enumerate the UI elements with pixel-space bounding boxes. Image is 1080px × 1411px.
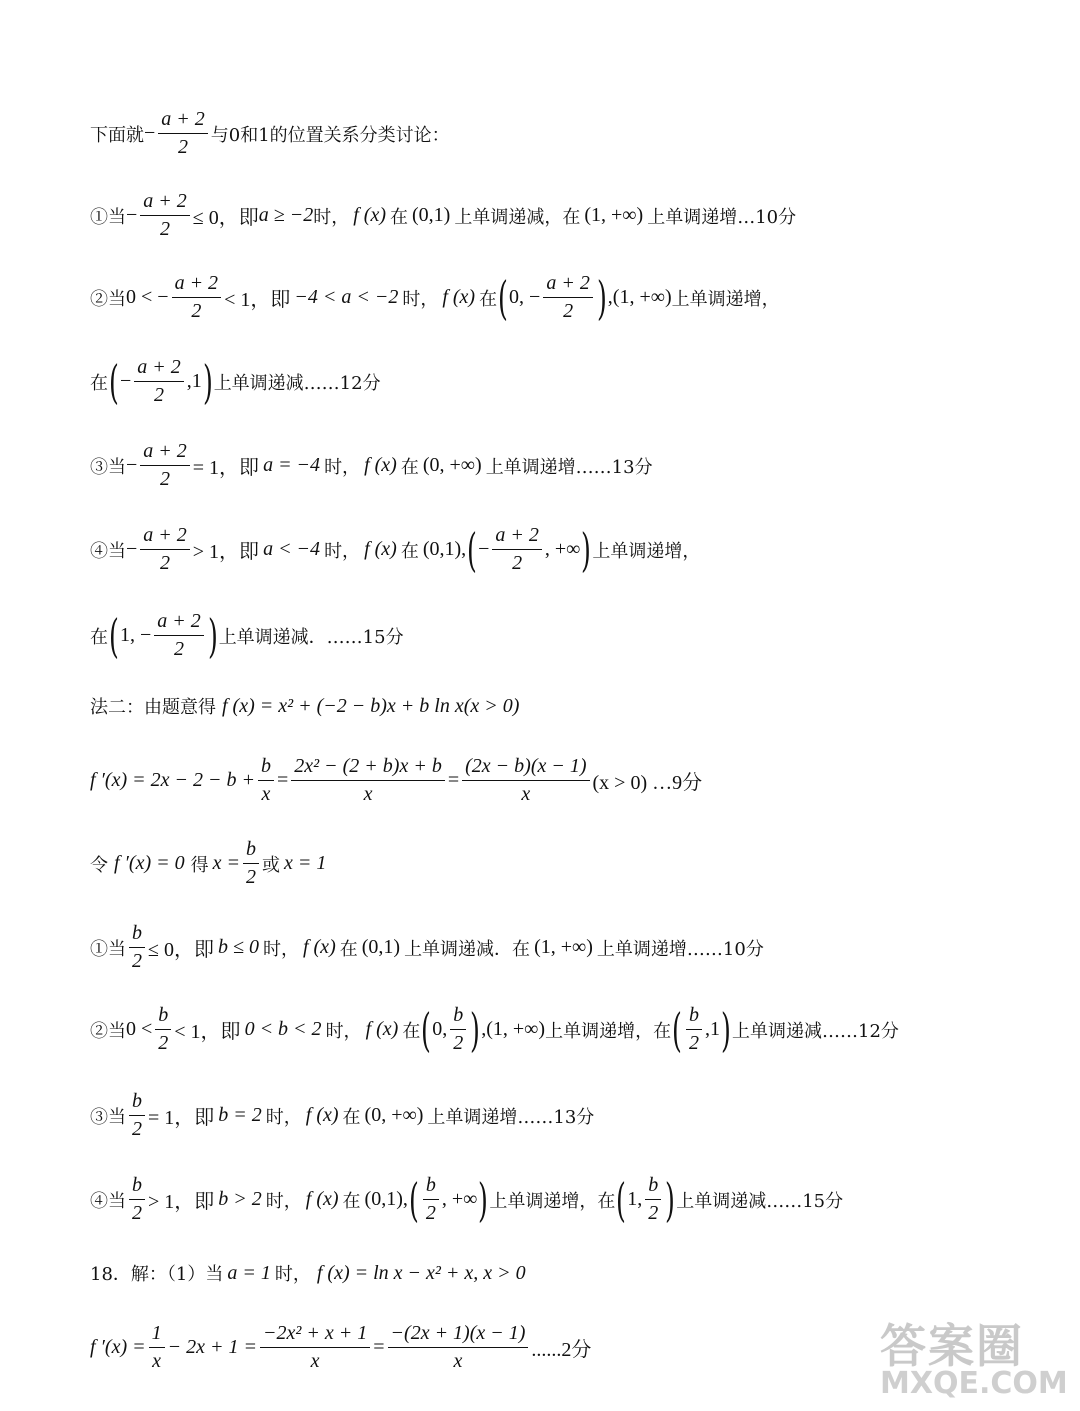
right-paren: ) <box>207 608 218 663</box>
text-line-6 <box>90 524 700 575</box>
denominator: x <box>310 1350 320 1372</box>
numerator: b <box>645 1174 661 1200</box>
denominator: 2 <box>563 300 574 322</box>
denominator: 2 <box>132 1118 142 1140</box>
fraction <box>388 1322 529 1373</box>
math-expr: f (x) <box>364 454 397 476</box>
denominator: 2 <box>178 136 189 158</box>
math-expr: − <box>478 538 490 560</box>
line-text: 上单调递增， <box>671 288 780 310</box>
line-text: ③当 <box>90 1106 126 1128</box>
math-expr: 0 < <box>126 1018 153 1040</box>
numerator: b <box>129 1090 145 1116</box>
left-paren: ( <box>672 1002 683 1057</box>
left-paren: ( <box>498 270 509 325</box>
denominator: 2 <box>173 638 184 660</box>
fraction <box>140 440 190 491</box>
text-line-10 <box>90 838 326 889</box>
fraction <box>543 272 593 323</box>
line-text: 时， <box>325 1020 362 1042</box>
text-line-1 <box>90 108 450 159</box>
denominator: 2 <box>453 1032 464 1054</box>
fraction <box>140 524 190 575</box>
right-paren: ) <box>665 1172 676 1227</box>
math-expr: f (x) <box>442 286 476 308</box>
denominator: 2 <box>132 950 142 972</box>
fraction <box>243 838 259 889</box>
line-text: 法二：由题意得 <box>90 697 216 718</box>
math-expr: b > 2 <box>218 1188 262 1210</box>
line-text: 时， <box>324 456 361 478</box>
text-line-12 <box>90 1004 899 1055</box>
math-expr: ,1 <box>186 370 202 392</box>
numerator: b <box>243 838 259 864</box>
denominator: 2 <box>153 384 164 406</box>
right-paren: ) <box>478 1172 489 1227</box>
text-line-11 <box>90 922 764 973</box>
math-expr: x = 1 <box>284 852 327 874</box>
denominator: 2 <box>160 218 171 240</box>
numerator: a + 2 <box>134 356 184 382</box>
denominator: x <box>521 783 531 805</box>
line-text: 与0和1的位置关系分类讨论： <box>210 124 450 146</box>
math-expr: − <box>119 370 132 392</box>
line-text: ②当 <box>90 1020 126 1042</box>
math-expr: (0,1) <box>361 936 401 958</box>
numerator: (2x − b)(x − 1) <box>462 755 589 781</box>
fraction <box>129 1174 145 1225</box>
denominator: 2 <box>512 552 523 574</box>
line-text: = 1，即 <box>148 1107 215 1129</box>
math-expr: 1, − <box>119 624 152 646</box>
numerator: b <box>258 755 274 781</box>
watermark-url: MXQE.COM <box>880 1366 1068 1401</box>
denominator: 2 <box>160 468 171 490</box>
math-expr: f ′(x) = 2x − 2 − b + <box>90 769 255 791</box>
math-expr: b ≤ 0 <box>217 936 259 958</box>
math-expr: , +∞ <box>544 538 581 560</box>
fraction <box>129 1090 145 1141</box>
denominator: x <box>261 783 271 805</box>
text-line-5 <box>90 440 653 491</box>
fraction <box>134 356 184 407</box>
numerator: 2x² − (2 + b)x + b <box>291 755 445 781</box>
right-paren: ) <box>721 1002 731 1057</box>
line-text: 在 <box>400 540 419 562</box>
math-expr: f ′(x) = <box>90 1336 146 1358</box>
fraction <box>158 108 208 159</box>
text-line-7 <box>90 610 404 661</box>
line-text: ④当 <box>90 1190 126 1212</box>
math-expr: f (x) = x² + (−2 − b)x + b ln x(x > 0) <box>222 694 520 717</box>
math-expr: f (x) <box>305 1188 339 1210</box>
equals-sign: = <box>277 769 289 791</box>
numerator: b <box>450 1004 466 1030</box>
math-expr: f (x) <box>353 204 387 226</box>
text-line-8 <box>90 693 519 719</box>
fraction <box>686 1004 702 1055</box>
math-expr: f (x) <box>302 936 336 958</box>
line-text: ③当 <box>90 456 126 478</box>
watermark-text: 答案圈 <box>880 1319 1024 1373</box>
math-expr: (1, +∞) <box>534 936 593 958</box>
line-text: > 1，即 <box>148 1191 215 1213</box>
numerator: a + 2 <box>140 440 190 466</box>
fraction <box>172 272 222 323</box>
fraction <box>140 190 190 241</box>
minus-sign: − <box>144 122 156 144</box>
text-line-9 <box>90 755 702 806</box>
line-text: 上单调递增……13分 <box>427 1106 595 1128</box>
math-expr: f ′(x) = 0 <box>114 852 185 874</box>
fraction <box>155 1004 171 1055</box>
line-text: 在 <box>342 1106 361 1128</box>
line-text: 时， <box>324 540 361 562</box>
line-text: ①当 <box>90 938 126 960</box>
denominator: x <box>453 1350 463 1372</box>
math-expr: 0 < b < 2 <box>244 1018 322 1040</box>
math-expr: (0, +∞) <box>364 1104 424 1126</box>
denominator: 2 <box>191 300 202 322</box>
line-text: 在 <box>90 626 108 648</box>
line-text: ≤ 0，即 <box>148 939 214 961</box>
line-text: 上单调递减，在 <box>454 206 581 228</box>
fraction <box>129 922 145 973</box>
line-text: 上单调递减……12分 <box>213 372 381 394</box>
line-text: 上单调递增，在 <box>545 1020 672 1042</box>
math-expr: ,(1, +∞) <box>481 1018 546 1040</box>
line-text: 得 <box>190 854 209 876</box>
line-text: ①当 <box>90 206 126 228</box>
fraction <box>149 1322 165 1373</box>
fraction <box>645 1174 661 1225</box>
fraction <box>258 755 274 806</box>
math-expr: f (x) = ln x − x² + x, x > 0 <box>316 1261 526 1284</box>
minus-sign: − <box>126 204 138 226</box>
line-text: 时， <box>402 288 439 310</box>
numerator: a + 2 <box>140 524 190 550</box>
line-text: ④当 <box>90 540 126 562</box>
line-text: 下面就 <box>90 124 144 146</box>
math-expr: a = −4 <box>263 454 321 476</box>
math-expr: ,1 <box>705 1018 721 1040</box>
line-text: 在 <box>402 1020 421 1042</box>
numerator: a + 2 <box>172 272 222 298</box>
line-text: 上单调递增…10分 <box>647 206 797 228</box>
denominator: 2 <box>158 1032 169 1054</box>
text-line-2 <box>90 190 796 241</box>
numerator: b <box>129 1174 145 1200</box>
math-expr: (0,1) <box>412 204 451 226</box>
denominator: 2 <box>160 552 171 574</box>
math-expr: a < −4 <box>263 538 321 560</box>
line-text: < 1，即 <box>174 1021 241 1043</box>
text-line-16 <box>90 1322 591 1373</box>
line-text: 上单调递增， <box>592 540 701 562</box>
line-text: 上单调递减……12分 <box>732 1020 899 1042</box>
denominator: 2 <box>425 1202 436 1224</box>
line-text: 时， <box>262 938 299 960</box>
line-text: 上单调递减．在 <box>404 938 531 960</box>
numerator: 1 <box>149 1322 165 1348</box>
line-text: 在 <box>339 938 358 960</box>
fraction <box>291 755 445 806</box>
numerator: −2x² + x + 1 <box>260 1322 370 1348</box>
watermark-logo <box>880 1310 1070 1405</box>
right-paren: ) <box>470 1002 481 1057</box>
math-expr: (0,1), <box>364 1188 408 1210</box>
numerator: b <box>686 1004 702 1030</box>
math-expr: a = 1 <box>227 1261 271 1284</box>
numerator: a + 2 <box>158 108 208 134</box>
math-expr: b = 2 <box>218 1104 262 1126</box>
line-text: 18．解：（1）当 <box>90 1264 224 1285</box>
denominator: 2 <box>648 1202 659 1224</box>
equals-sign: = <box>447 769 460 791</box>
numerator: b <box>155 1004 171 1030</box>
text-line-13 <box>90 1090 594 1141</box>
line-text: ②当 <box>90 288 126 310</box>
text-line-15 <box>90 1260 526 1286</box>
denominator: 2 <box>689 1032 700 1054</box>
left-paren: ( <box>109 608 119 663</box>
text-line-14 <box>90 1174 843 1225</box>
numerator: a + 2 <box>492 524 542 550</box>
line-text: 上单调递增……10分 <box>596 938 764 960</box>
left-paren: ( <box>109 354 119 409</box>
line-text: = 1，即 <box>192 457 260 479</box>
numerator: b <box>129 922 145 948</box>
minus-sign: − <box>126 454 138 476</box>
math-expr: , +∞ <box>441 1188 478 1210</box>
math-expr: 1, <box>627 1188 643 1210</box>
right-paren: ) <box>202 354 213 409</box>
line-text: (x > 0) …9分 <box>592 772 703 794</box>
equals-sign: = <box>373 1336 385 1358</box>
denominator: x <box>363 783 373 805</box>
minus-sign: − <box>126 538 138 560</box>
math-expr: (0, +∞) <box>422 454 482 476</box>
line-text: 时， <box>274 1264 311 1285</box>
numerator: a + 2 <box>543 272 593 298</box>
line-text: 令 <box>90 854 108 876</box>
math-expr: (1, +∞) <box>584 204 644 226</box>
left-paren: ( <box>467 522 478 577</box>
line-text: 在 <box>90 372 108 394</box>
denominator: x <box>152 1350 162 1372</box>
denominator: 2 <box>132 1202 142 1224</box>
math-expr: (0,1), <box>422 538 467 560</box>
line-text: 时， <box>313 206 350 228</box>
line-text: 在 <box>400 456 419 478</box>
denominator: 2 <box>246 866 256 888</box>
line-text: 在 <box>390 206 409 228</box>
numerator: a + 2 <box>140 190 190 216</box>
line-text: ......2分 <box>531 1339 592 1361</box>
math-expr: f (x) <box>365 1018 399 1040</box>
math-expr: ,(1, +∞) <box>607 286 672 308</box>
line-text: 在 <box>479 288 498 310</box>
numerator: −(2x + 1)(x − 1) <box>388 1322 529 1348</box>
math-expr: 0 < − <box>126 286 169 308</box>
line-text: 在 <box>342 1190 361 1212</box>
math-expr: a ≥ −2 <box>258 204 314 226</box>
math-expr: f (x) <box>364 538 397 560</box>
fraction <box>154 610 204 661</box>
left-paren: ( <box>421 1002 432 1057</box>
line-text: 上单调递减……15分 <box>676 1190 844 1212</box>
fraction <box>423 1174 439 1225</box>
line-text: < 1，即 <box>224 289 291 311</box>
text-line-3 <box>90 272 780 323</box>
line-text: 上单调递增，在 <box>489 1190 616 1212</box>
line-text: 上单调递增……13分 <box>485 456 653 478</box>
fraction <box>450 1004 466 1055</box>
left-paren: ( <box>408 1172 419 1227</box>
numerator: a + 2 <box>154 610 204 636</box>
text-line-4 <box>90 356 381 407</box>
line-text: 时， <box>265 1106 302 1128</box>
math-expr: f (x) <box>305 1104 339 1126</box>
math-expr: 0, <box>432 1018 448 1040</box>
fraction <box>260 1322 370 1373</box>
math-expr: x = <box>212 852 240 874</box>
line-text: 或 <box>262 854 280 876</box>
right-paren: ) <box>596 270 607 325</box>
line-text: > 1，即 <box>192 541 260 563</box>
numerator: b <box>423 1174 439 1200</box>
line-text: 上单调递减．……15分 <box>218 626 404 648</box>
math-expr: −4 < a < −2 <box>294 286 399 308</box>
math-expr: 0, − <box>509 286 541 308</box>
line-text: 时， <box>265 1190 302 1212</box>
fraction <box>492 524 542 575</box>
fraction <box>462 755 589 806</box>
right-paren: ) <box>581 522 592 577</box>
math-expr: − 2x + 1 = <box>167 1336 257 1358</box>
left-paren: ( <box>616 1172 627 1227</box>
line-text: ≤ 0，即 <box>192 207 259 229</box>
